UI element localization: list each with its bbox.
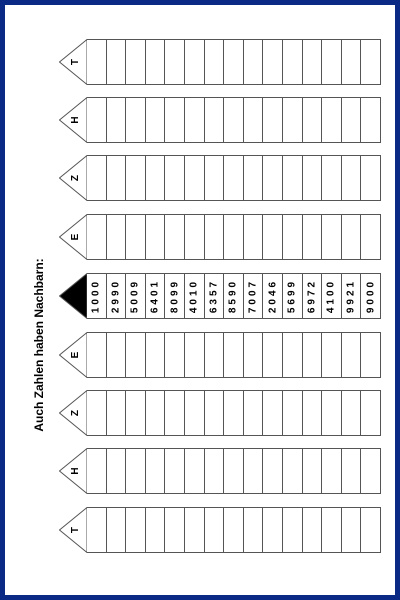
center-number: 9921 <box>345 278 357 314</box>
place-value-letter: H <box>69 467 81 475</box>
cell-row <box>87 214 381 260</box>
answer-cell[interactable] <box>145 391 165 435</box>
answer-cell[interactable] <box>243 215 263 259</box>
number-cell <box>341 274 361 318</box>
answer-cell[interactable] <box>145 40 165 84</box>
center-number: 5699 <box>286 278 298 314</box>
answer-cell[interactable] <box>262 333 282 377</box>
answer-cell[interactable] <box>223 449 243 493</box>
place-value-letter: E <box>69 233 81 241</box>
answer-cell[interactable] <box>341 156 361 200</box>
answer-cell[interactable] <box>341 391 361 435</box>
place-value-letter: Z <box>69 174 81 182</box>
cell-row <box>87 390 381 436</box>
answer-cell[interactable] <box>184 391 204 435</box>
answer-cell[interactable] <box>341 98 361 142</box>
number-cell <box>164 274 184 318</box>
answer-cell[interactable] <box>223 333 243 377</box>
answer-cell[interactable] <box>184 508 204 552</box>
number-strip <box>59 97 381 143</box>
answer-cell[interactable] <box>262 98 282 142</box>
answer-cell[interactable] <box>164 508 184 552</box>
answer-cell[interactable] <box>204 391 224 435</box>
answer-cell[interactable] <box>164 215 184 259</box>
answer-cell[interactable] <box>243 333 263 377</box>
answer-cell[interactable] <box>145 333 165 377</box>
center-number: 8590 <box>227 278 239 314</box>
answer-cell[interactable] <box>106 215 126 259</box>
answer-cell[interactable] <box>243 156 263 200</box>
number-cell <box>302 274 322 318</box>
answer-cell[interactable] <box>321 391 341 435</box>
answer-cell[interactable] <box>164 449 184 493</box>
answer-cell[interactable] <box>106 391 126 435</box>
answer-cell[interactable] <box>204 215 224 259</box>
center-number: 6357 <box>208 278 220 314</box>
worksheet-title: Auch Zahlen haben Nachbarn: <box>32 258 46 432</box>
center-number: 2046 <box>267 278 279 314</box>
number-cell <box>125 274 145 318</box>
answer-cell[interactable] <box>262 156 282 200</box>
place-value-letter: E <box>69 351 81 359</box>
answer-cell[interactable] <box>106 449 126 493</box>
answer-cell[interactable] <box>360 40 380 84</box>
answer-cell[interactable] <box>302 156 322 200</box>
answer-cell[interactable] <box>262 40 282 84</box>
answer-cell[interactable] <box>321 449 341 493</box>
answer-cell[interactable] <box>243 98 263 142</box>
number-cell <box>223 274 243 318</box>
number-cell <box>145 274 165 318</box>
answer-cell[interactable] <box>204 98 224 142</box>
cell-row <box>87 448 381 494</box>
answer-cell[interactable] <box>321 40 341 84</box>
answer-cell[interactable] <box>302 98 322 142</box>
center-number: 4100 <box>325 278 337 314</box>
answer-cell[interactable] <box>204 40 224 84</box>
number-cell <box>282 274 302 318</box>
number-strip <box>59 448 381 494</box>
number-cell <box>87 274 106 318</box>
answer-cell[interactable] <box>106 40 126 84</box>
answer-cell[interactable] <box>184 98 204 142</box>
center-number: 2990 <box>110 278 122 314</box>
answer-cell[interactable] <box>243 449 263 493</box>
answer-cell[interactable] <box>262 391 282 435</box>
answer-cell[interactable] <box>282 333 302 377</box>
center-number: 6972 <box>306 278 318 314</box>
answer-cell[interactable] <box>223 40 243 84</box>
answer-cell[interactable] <box>341 449 361 493</box>
answer-cell[interactable] <box>184 449 204 493</box>
answer-cell[interactable] <box>204 333 224 377</box>
center-number: 1000 <box>90 278 102 314</box>
center-number: 9000 <box>365 278 377 314</box>
number-strip <box>59 390 381 436</box>
answer-cell[interactable] <box>87 156 106 200</box>
answer-cell[interactable] <box>164 333 184 377</box>
number-strip <box>59 273 381 319</box>
cell-row <box>87 97 381 143</box>
answer-cell[interactable] <box>106 98 126 142</box>
answer-cell[interactable] <box>164 391 184 435</box>
answer-cell[interactable] <box>106 156 126 200</box>
answer-cell[interactable] <box>125 98 145 142</box>
answer-cell[interactable] <box>145 156 165 200</box>
center-number: 6401 <box>149 278 161 314</box>
answer-cell[interactable] <box>184 215 204 259</box>
number-cell <box>243 274 263 318</box>
answer-cell[interactable] <box>164 156 184 200</box>
answer-cell[interactable] <box>321 333 341 377</box>
answer-cell[interactable] <box>125 156 145 200</box>
answer-cell[interactable] <box>204 508 224 552</box>
number-cell <box>204 274 224 318</box>
answer-cell[interactable] <box>223 98 243 142</box>
answer-cell[interactable] <box>321 215 341 259</box>
answer-cell[interactable] <box>164 98 184 142</box>
answer-cell[interactable] <box>360 156 380 200</box>
answer-cell[interactable] <box>302 508 322 552</box>
answer-cell[interactable] <box>125 215 145 259</box>
answer-cell[interactable] <box>184 333 204 377</box>
answer-cell[interactable] <box>302 215 322 259</box>
answer-cell[interactable] <box>341 333 361 377</box>
answer-cell[interactable] <box>360 98 380 142</box>
center-number: 8099 <box>169 278 181 314</box>
answer-cell[interactable] <box>360 333 380 377</box>
cell-row <box>87 273 381 319</box>
answer-cell[interactable] <box>106 508 126 552</box>
answer-cell[interactable] <box>125 449 145 493</box>
answer-cell[interactable] <box>282 156 302 200</box>
center-number: 5009 <box>129 278 141 314</box>
answer-cell[interactable] <box>125 333 145 377</box>
answer-cell[interactable] <box>341 215 361 259</box>
cell-row <box>87 332 381 378</box>
answer-cell[interactable] <box>184 156 204 200</box>
number-strip <box>59 155 381 201</box>
place-value-letter: T <box>69 58 81 66</box>
answer-cell[interactable] <box>223 391 243 435</box>
answer-cell[interactable] <box>321 98 341 142</box>
center-number: 4010 <box>188 278 200 314</box>
answer-cell[interactable] <box>204 156 224 200</box>
answer-cell[interactable] <box>87 98 106 142</box>
cell-row <box>87 155 381 201</box>
answer-cell[interactable] <box>282 215 302 259</box>
number-cell <box>360 274 380 318</box>
number-strip <box>59 214 381 260</box>
answer-cell[interactable] <box>243 391 263 435</box>
answer-cell[interactable] <box>262 508 282 552</box>
answer-cell[interactable] <box>262 449 282 493</box>
answer-cell[interactable] <box>282 449 302 493</box>
answer-cell[interactable] <box>302 449 322 493</box>
number-cell <box>106 274 126 318</box>
answer-cell[interactable] <box>145 215 165 259</box>
answer-cell[interactable] <box>360 215 380 259</box>
answer-cell[interactable] <box>87 449 106 493</box>
answer-cell[interactable] <box>164 40 184 84</box>
answer-cell[interactable] <box>145 508 165 552</box>
number-strip <box>59 39 381 85</box>
cell-row <box>87 39 381 85</box>
answer-cell[interactable] <box>125 40 145 84</box>
answer-cell[interactable] <box>106 333 126 377</box>
answer-cell[interactable] <box>87 40 106 84</box>
answer-cell[interactable] <box>125 508 145 552</box>
place-value-letter: Z <box>69 409 81 417</box>
place-value-letter: T <box>69 526 81 534</box>
answer-cell[interactable] <box>360 449 380 493</box>
answer-cell[interactable] <box>302 391 322 435</box>
answer-cell[interactable] <box>184 40 204 84</box>
answer-cell[interactable] <box>262 215 282 259</box>
answer-cell[interactable] <box>282 391 302 435</box>
answer-cell[interactable] <box>87 215 106 259</box>
answer-cell[interactable] <box>145 449 165 493</box>
answer-cell[interactable] <box>223 508 243 552</box>
answer-cell[interactable] <box>282 40 302 84</box>
answer-cell[interactable] <box>321 508 341 552</box>
number-cell <box>184 274 204 318</box>
answer-cell[interactable] <box>145 98 165 142</box>
answer-cell[interactable] <box>243 508 263 552</box>
number-strip <box>59 332 381 378</box>
answer-cell[interactable] <box>360 508 380 552</box>
number-cell <box>262 274 282 318</box>
answer-cell[interactable] <box>302 40 322 84</box>
answer-cell[interactable] <box>87 333 106 377</box>
number-cell <box>321 274 341 318</box>
answer-cell[interactable] <box>223 156 243 200</box>
answer-cell[interactable] <box>282 508 302 552</box>
answer-cell[interactable] <box>87 508 106 552</box>
answer-cell[interactable] <box>302 333 322 377</box>
answer-cell[interactable] <box>125 391 145 435</box>
number-strip <box>59 507 381 553</box>
answer-cell[interactable] <box>282 98 302 142</box>
cell-row <box>87 507 381 553</box>
answer-cell[interactable] <box>87 391 106 435</box>
answer-cell[interactable] <box>223 215 243 259</box>
place-value-letter: H <box>69 116 81 124</box>
center-number: 7007 <box>247 278 259 314</box>
answer-cell[interactable] <box>321 156 341 200</box>
answer-cell[interactable] <box>341 40 361 84</box>
answer-cell[interactable] <box>243 40 263 84</box>
answer-cell[interactable] <box>341 508 361 552</box>
answer-cell[interactable] <box>360 391 380 435</box>
answer-cell[interactable] <box>204 449 224 493</box>
filled-arrow-head <box>59 273 87 319</box>
